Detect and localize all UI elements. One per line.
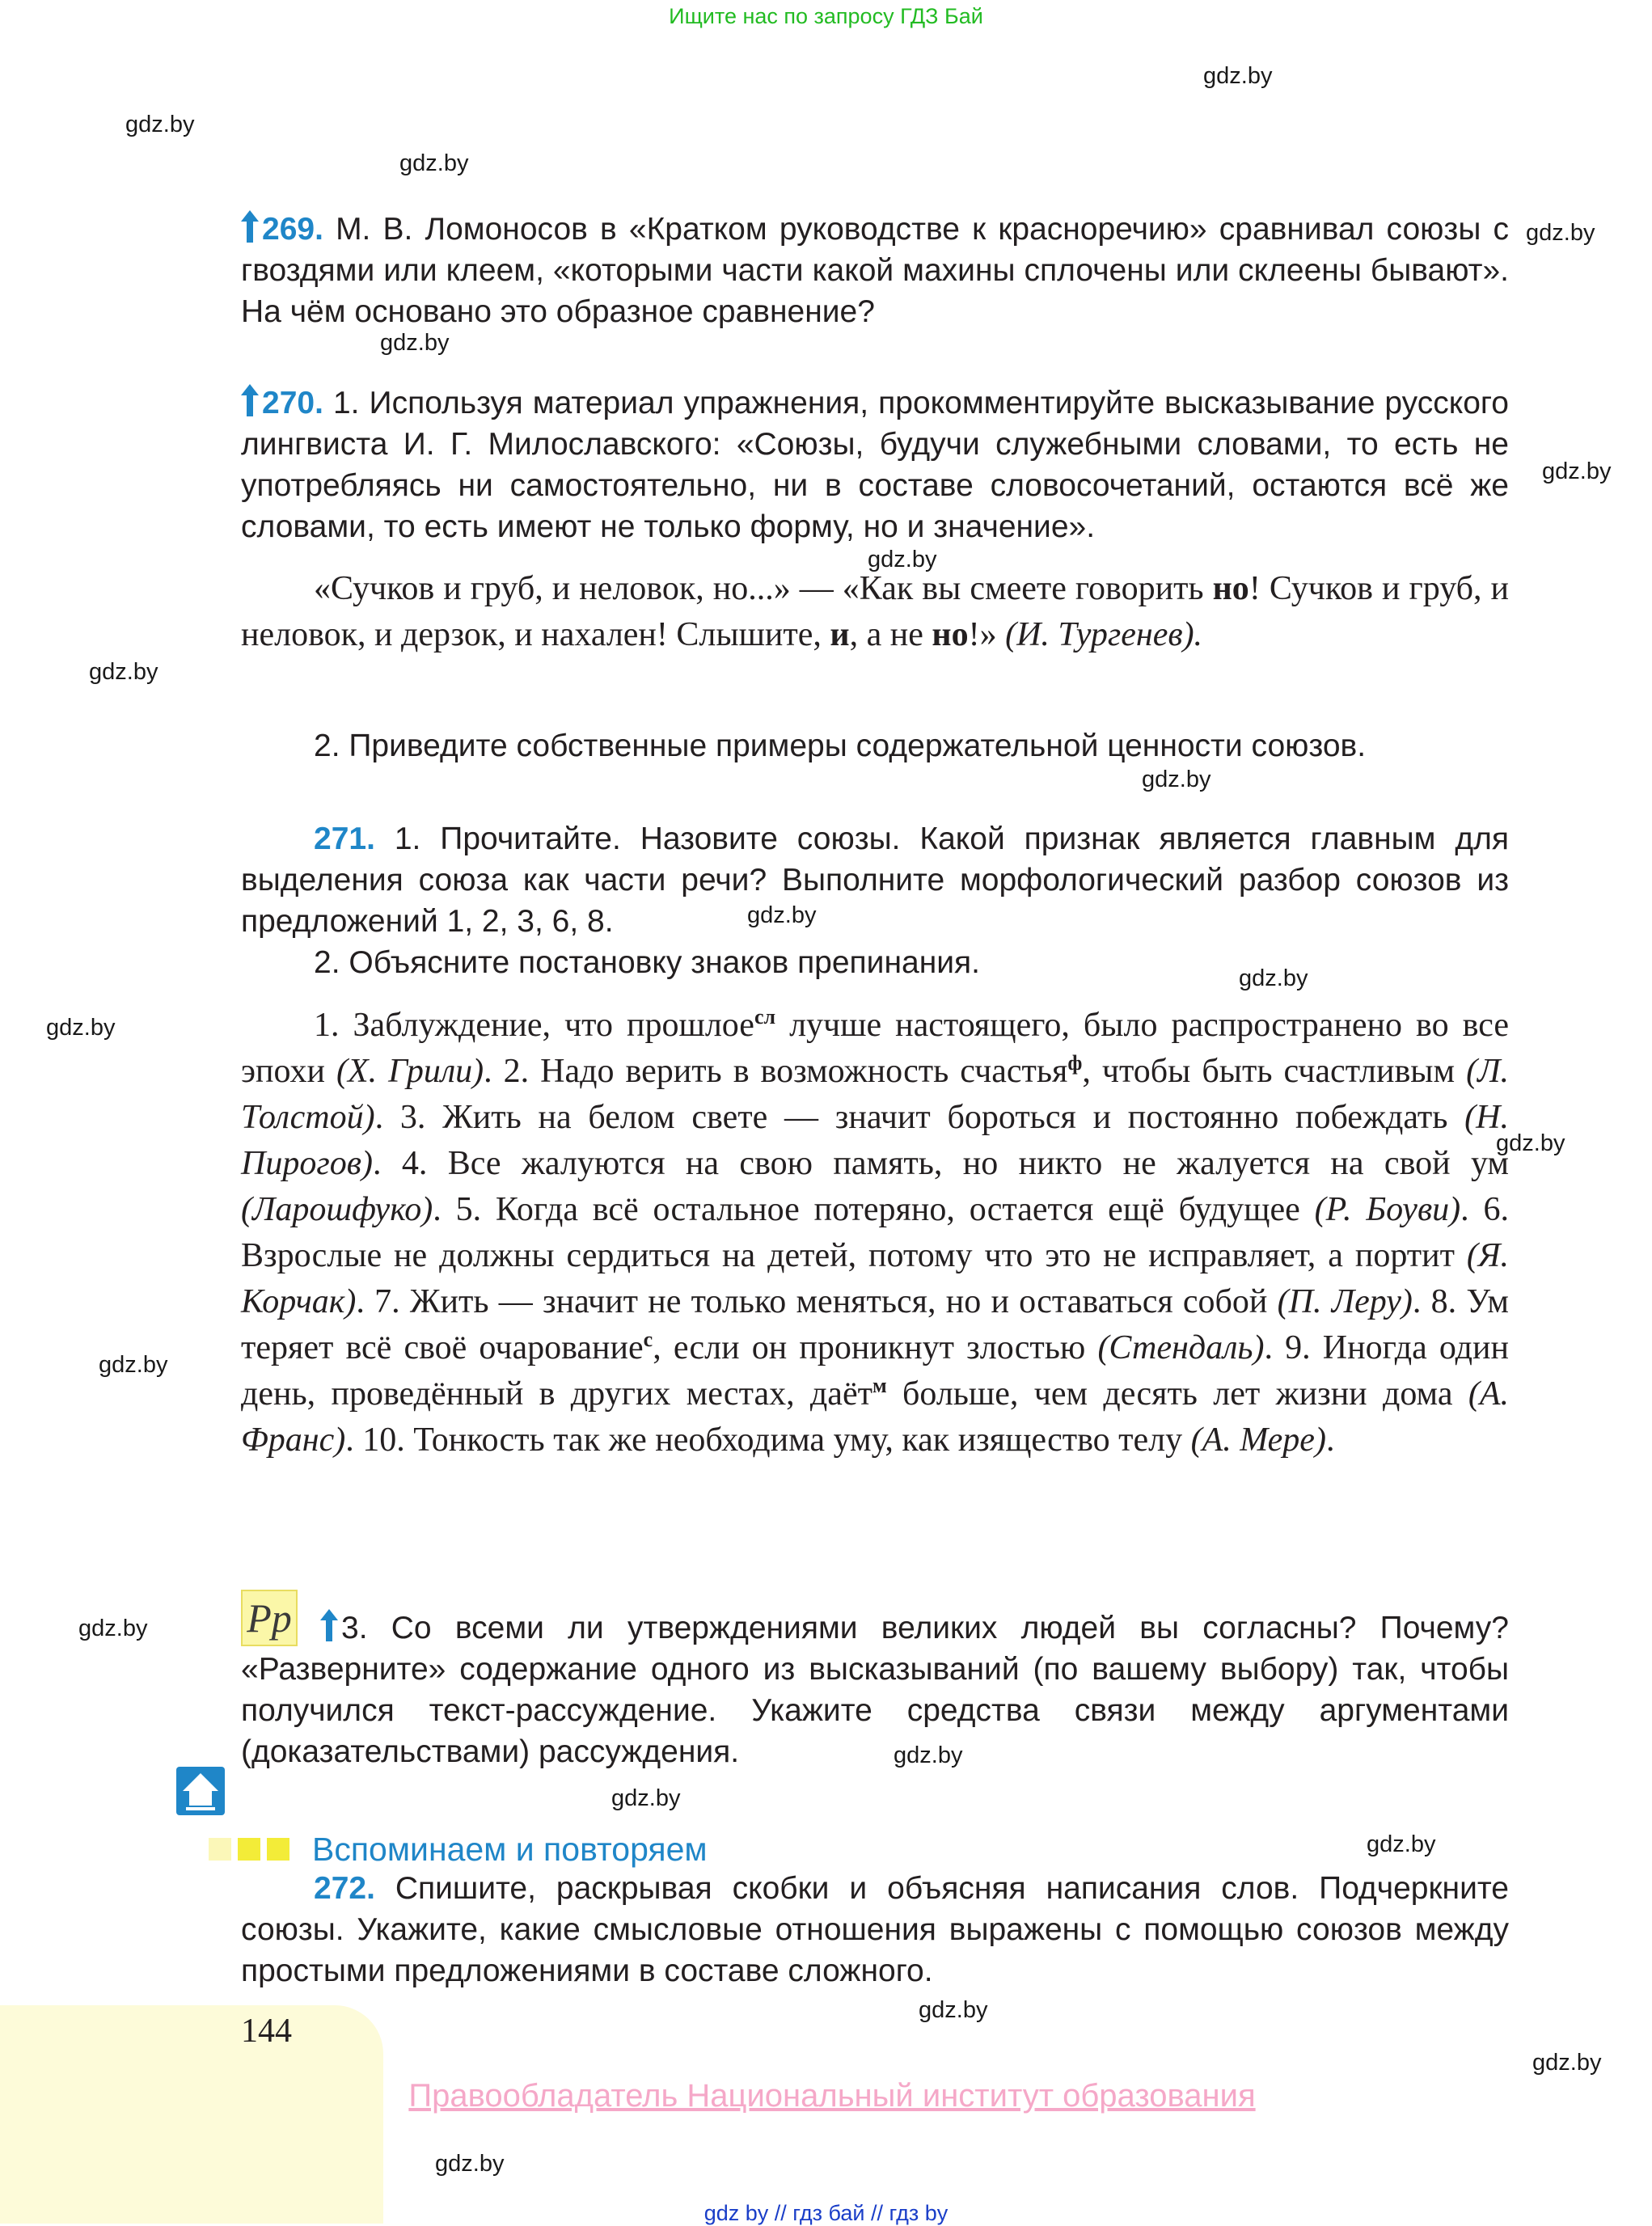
house-icon xyxy=(176,1767,225,1815)
watermark: gdz.by xyxy=(868,547,937,572)
task-number: 271. xyxy=(314,822,375,856)
sentence: . 6. Взрослые не должны сердиться на детей, потому что это не исправляет, а портит xyxy=(241,1191,1509,1274)
watermark: gdz.by xyxy=(78,1616,148,1641)
arrow-up-icon xyxy=(241,384,259,416)
sentence: 1. Заблуждение, что прошлое xyxy=(314,1007,754,1044)
watermark: gdz.by xyxy=(399,150,469,176)
task-text: 1. Используя материал упражнения, прокомментируйте высказывание русского лингвиста И. Г. Милославского: «Союзы, будучи служебными словами, то есть не употребляясь ни самостоятельно, ни в составе словосочетаний, остаются всё же словами, то есть имеют не только форму, но и значение». xyxy=(241,386,1509,544)
watermark: gdz.by xyxy=(1142,767,1211,792)
sentence: . 8. Ум теряет всё своё очарование xyxy=(241,1283,1509,1366)
quote-text: ! Сучков и груб, и неловок, и дерзок, и нахален! Слышите, xyxy=(241,570,1510,653)
quotes-block xyxy=(241,1003,1509,1464)
watermark: gdz.by xyxy=(1239,965,1308,991)
task-270 xyxy=(241,382,1509,547)
watermark: gdz.by xyxy=(46,1015,116,1041)
quote-text: «Сучков и груб, и неловок, но...» — «Как вы смеете говорить xyxy=(314,570,1213,607)
task-number: 270. xyxy=(262,386,323,420)
watermark: gdz.by xyxy=(1532,2050,1602,2076)
sentence: . 2. Надо верить в возможность счастья xyxy=(484,1053,1068,1090)
copyright-link[interactable]: Правообладатель Национальный институт образования xyxy=(408,2078,1256,2114)
page-number-background xyxy=(0,2005,383,2224)
author: (А. Мере) xyxy=(1190,1421,1326,1459)
task-271-part2: 2. Объясните постановку знаков препинания. xyxy=(314,945,980,980)
home-icon[interactable] xyxy=(176,1767,225,1815)
sentence: . 7. Жить — значит не только меняться, но и оставаться собой xyxy=(356,1283,1278,1320)
task-text: 1. Прочитайте. Назовите союзы. Какой признак является главным для выделения союза как части речи? Выполните морфологический разбор союзов из предложений 1, 2, 3, 6, 8. xyxy=(241,822,1509,939)
author: (Ларошфуко) xyxy=(241,1191,433,1228)
sentence: , если он проникнут злостью xyxy=(653,1329,1098,1366)
bullet-square-icon xyxy=(238,1838,260,1861)
task-271-part3 xyxy=(241,1607,1509,1772)
quote-bold: но xyxy=(932,616,969,653)
watermark: gdz.by xyxy=(380,330,450,356)
quote-bold: и xyxy=(830,616,850,653)
task-272 xyxy=(241,1868,1509,1992)
task-text: Спишите, раскрывая скобки и объясняя написания слов. Подчеркните союзы. Укажите, какие смысловые отношения выражены с помощью союзов между простыми предложениями в составе сложного. xyxy=(241,1871,1509,1988)
sentence: больше, чем десять лет жизни дома xyxy=(886,1375,1468,1413)
sentence: . 5. Когда всё остальное потеряно, остается ещё будущее xyxy=(433,1191,1315,1228)
page-number: 144 xyxy=(241,2013,292,2050)
arrow-up-icon xyxy=(320,1609,338,1641)
turgenev-quote xyxy=(241,566,1509,658)
task-text: М. В. Ломоносов в «Кратком руководстве к красноречию» сравнивал союзы с гвоздями или клеем, «которыми части какой махины сплочены или склеены бывают». На чём основано это образное сравнение? xyxy=(241,212,1509,329)
superscript: с xyxy=(643,1328,653,1351)
watermark: gdz.by xyxy=(435,2151,505,2177)
watermark: gdz.by xyxy=(919,1997,988,2023)
sentence: . xyxy=(1325,1421,1335,1459)
task-text: 3. Со всеми ли утверждениями великих людей вы согласны? Почему? «Разверните» содержание одного из высказываний (по вашему выбору) так, чтобы получился текст-рассуждение. Укажите средства связи между аргументами (доказательствами) рассуждения. xyxy=(241,1611,1509,1769)
arrow-up-icon xyxy=(241,210,259,243)
watermark: gdz.by xyxy=(1496,1130,1565,1156)
task-271 xyxy=(241,818,1509,942)
footer-links[interactable]: gdz by // гдз бай // гдз by xyxy=(703,2201,949,2225)
quote-author: (И. Тургенев). xyxy=(1005,616,1203,653)
watermark: gdz.by xyxy=(89,659,158,685)
sentence: . 10. Тонкость так же необходима уму, как изящество телу xyxy=(345,1421,1191,1459)
watermark: gdz.by xyxy=(611,1785,681,1811)
author: (Л. Толстой) xyxy=(241,1053,1510,1136)
author: (А. Франс) xyxy=(241,1375,1509,1459)
task-270-part2: 2. Приведите собственные примеры содержательной ценности союзов. xyxy=(314,729,1367,763)
section-title: Вспоминаем и повторяем xyxy=(312,1830,708,1868)
task-number: 272. xyxy=(314,1871,375,1906)
speech-development-icon: Рр xyxy=(241,1590,298,1646)
author: (Х. Грили) xyxy=(336,1053,484,1090)
task-269 xyxy=(241,209,1509,332)
sentence: . 3. Жить на белом свете — значит бороться и постоянно побеждать xyxy=(374,1099,1465,1136)
watermark: gdz.by xyxy=(747,902,817,928)
quote-bold: но xyxy=(1212,570,1249,607)
section-heading xyxy=(209,1829,708,1869)
watermark: gdz.by xyxy=(99,1352,168,1378)
sentence: . 4. Все жалуются на свою память, но никто не жалуется на свой ум xyxy=(372,1145,1509,1182)
watermark: gdz.by xyxy=(1203,63,1273,89)
author: (Я. Корчак) xyxy=(241,1237,1509,1320)
watermark: gdz.by xyxy=(1526,220,1595,246)
watermark: gdz.by xyxy=(125,112,195,137)
top-banner: Ищите нас по запросу ГДЗ Бай xyxy=(669,4,983,28)
watermark: gdz.by xyxy=(1367,1831,1436,1857)
author: (Н. Пирогов) xyxy=(241,1099,1509,1182)
author: (П. Леру) xyxy=(1277,1283,1413,1320)
superscript: м xyxy=(872,1374,887,1397)
task-number: 269. xyxy=(262,212,323,247)
watermark: gdz.by xyxy=(894,1742,963,1768)
quote-text: , а не xyxy=(849,616,932,653)
quote-text: !» xyxy=(968,616,1006,653)
bullet-square-icon xyxy=(209,1838,231,1861)
superscript: сл xyxy=(754,1005,776,1029)
sentence: . 9. Иногда один день, проведённый в других местах, даёт xyxy=(241,1329,1509,1413)
superscript: ф xyxy=(1067,1051,1083,1075)
author: (Стендаль) xyxy=(1097,1329,1265,1366)
bullet-square-icon xyxy=(267,1838,289,1861)
sentence: лучше настоящего, было распространено во все эпохи xyxy=(241,1007,1509,1090)
author: (Р. Боуви) xyxy=(1314,1191,1461,1228)
watermark: gdz.by xyxy=(1542,458,1612,484)
sentence: , чтобы быть счастливым xyxy=(1082,1053,1467,1090)
